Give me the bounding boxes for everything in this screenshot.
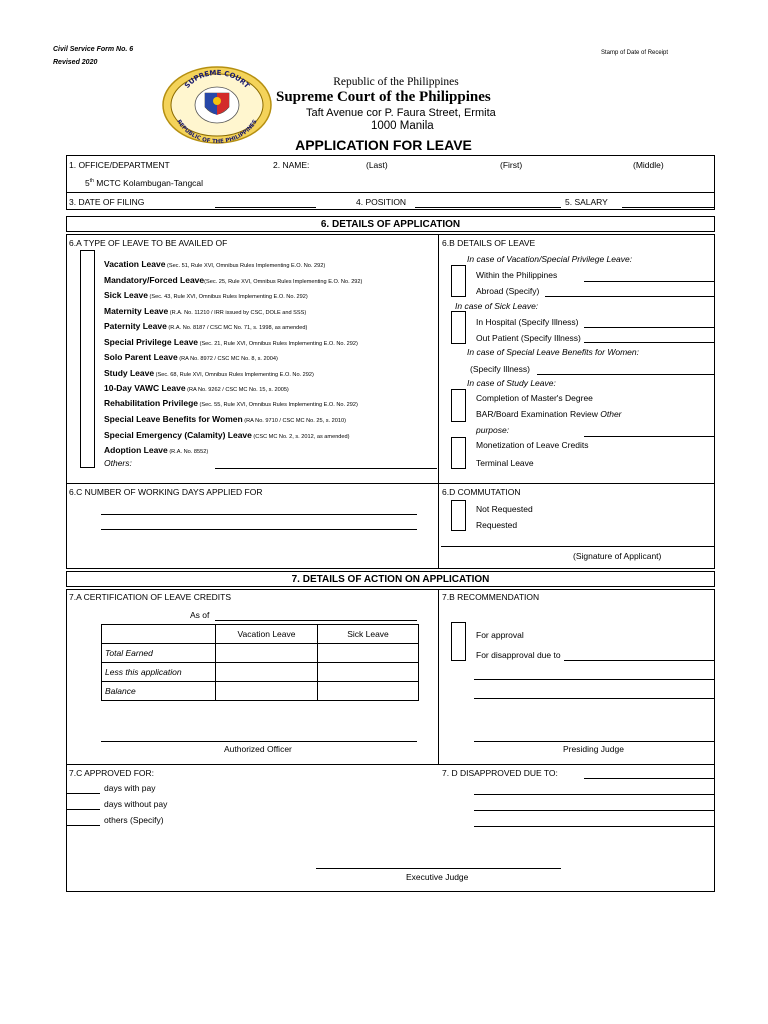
total-earned-label: Total Earned [102, 644, 216, 663]
table-row [102, 663, 419, 682]
monetization-label: Monetization of Leave Credits [476, 440, 589, 450]
less-application-vacation[interactable] [216, 663, 318, 682]
leave-type-reference: (R.A. No. 8552) [167, 449, 209, 455]
leave-type-reference: (RA No. 9262 / CSC MC No. 15, s. 2005) [185, 387, 289, 393]
total-earned-sick[interactable] [318, 644, 419, 663]
authorized-officer-label: Authorized Officer [224, 744, 292, 754]
leave-type-name: Adoption Leave [104, 445, 168, 455]
balance-vacation[interactable] [216, 682, 318, 701]
authorized-officer-signature[interactable] [101, 741, 417, 742]
leave-type-reference: (CSC MC No. 2, s. 2012, as amended) [251, 434, 350, 440]
days-with-pay-field[interactable] [67, 793, 100, 794]
in-hospital-label: In Hospital (Specify Illness) [476, 317, 579, 327]
seal-bottom-text: REPUBLIC OF THE PHILIPPINES [175, 118, 259, 145]
executive-judge-label: Executive Judge [406, 872, 469, 882]
first-name-label: (First) [500, 160, 523, 170]
less-application-sick[interactable] [318, 663, 419, 682]
salary-field[interactable] [622, 207, 715, 208]
sick-leave-checkbox[interactable] [451, 311, 466, 344]
section6-mid-divider [66, 483, 715, 484]
section7-mid-divider [66, 764, 715, 765]
leave-type-reference: (Sec. 68, Rule XVI, Omnibus Rules Implementing E.O. No. 292) [154, 372, 314, 378]
republic-heading: Republic of the Philippines [333, 76, 459, 88]
as-of-label: As of [190, 610, 210, 620]
disapproved-field-4[interactable] [474, 826, 715, 827]
section7c-label: 7.C APPROVED FOR: [69, 768, 155, 778]
table-row [102, 644, 419, 663]
position-field[interactable] [415, 207, 561, 208]
form-revision: Revised 2020 [53, 59, 98, 66]
date-filing-field[interactable] [215, 207, 316, 208]
leave-type-name: Special Emergency (Calamity) Leave [104, 430, 252, 440]
case-women-heading: In case of Special Leave Benefits for Women: [467, 347, 639, 357]
as-of-field[interactable] [215, 620, 417, 621]
leave-type-reference: (Sec. 25, Rule XVI, Omnibus Rules Implementing E.O. No. 292) [204, 279, 363, 285]
leave-type-name: Study Leave [104, 368, 155, 378]
inclusive-dates-field[interactable] [101, 529, 417, 530]
applicant-signature-field[interactable] [441, 546, 715, 547]
date-filing-label: 3. DATE OF FILING [69, 197, 145, 207]
disapproval-reason-field-1[interactable] [564, 660, 715, 661]
court-name: Supreme Court of the Philippines [276, 89, 491, 105]
leave-type-name: Sick Leave [104, 290, 148, 300]
case-sick-heading: In case of Sick Leave: [455, 301, 539, 311]
leave-type-reference: (RA No. 9710 / CSC MC No. 25, s. 2010) [242, 418, 346, 424]
balance-label: Balance [102, 682, 216, 701]
others-label: Others: [104, 458, 132, 468]
middle-name-label: (Middle) [633, 160, 664, 170]
leave-type-checkbox-column[interactable] [80, 250, 95, 468]
case-vacation-heading: In case of Vacation/Special Privilege Leave: [467, 254, 633, 264]
days-without-pay-label: days without pay [104, 799, 168, 809]
executive-judge-signature[interactable] [316, 868, 561, 869]
working-days-field[interactable] [101, 514, 417, 515]
leave-type-reference: (RA No. 8972 / CSC MC No. 8, s. 2004) [177, 356, 278, 362]
within-ph-label: Within the Philippines [476, 270, 558, 280]
bar-board-label: BAR/Board Examination Review Other [476, 409, 622, 419]
table-row [102, 682, 419, 701]
seal-top-text: SUPREME COURT [183, 68, 251, 90]
court-city: 1000 Manila [371, 120, 434, 132]
leave-type-name: Special Privilege Leave [104, 337, 199, 347]
form-title: APPLICATION FOR LEAVE [295, 137, 472, 153]
section7-divider [438, 589, 439, 764]
section7b-label: 7.B RECOMMENDATION [442, 592, 540, 602]
leave-type-name: Special Leave Benefits for Women [104, 414, 243, 424]
section6b-label: 6.B DETAILS OF LEAVE [442, 238, 536, 248]
masters-label: Completion of Master's Degree [476, 393, 593, 403]
disapproved-field-1[interactable] [584, 778, 715, 779]
others-specify-field[interactable] [67, 825, 100, 826]
leave-type-item[interactable] [104, 440, 208, 458]
leave-credits-table [101, 624, 419, 701]
balance-sick[interactable] [318, 682, 419, 701]
within-ph-field[interactable] [584, 281, 715, 282]
for-approval-label: For approval [476, 630, 524, 640]
leave-type-reference: (Sec. 21, Rule XVI, Omnibus Rules Implementing E.O. No. 292) [198, 341, 358, 347]
presiding-judge-label: Presiding Judge [563, 744, 624, 754]
section6c-label: 6.C NUMBER OF WORKING DAYS APPLIED FOR [69, 487, 263, 497]
others-field[interactable] [215, 468, 437, 469]
leave-type-reference: (Sec. 55, Rule XVI, Omnibus Rules Implementing E.O. No. 292) [198, 402, 358, 408]
for-disapproval-label: For disapproval due to [476, 650, 561, 660]
recommendation-checkbox[interactable] [451, 622, 466, 661]
other-purpose-checkbox[interactable] [451, 437, 466, 469]
leave-type-reference: (R.A. No. 8187 / CSC MC No. 71, s. 1998, as amended) [166, 325, 308, 331]
not-requested-label: Not Requested [476, 504, 533, 514]
women-illness-field[interactable] [537, 374, 715, 375]
office-label: 1. OFFICE/DEPARTMENT [69, 160, 170, 170]
signature-applicant-label: (Signature of Applicant) [573, 551, 662, 561]
days-without-pay-field[interactable] [67, 809, 100, 810]
leave-type-name: Rehabilitation Privilege [104, 398, 198, 408]
presiding-judge-signature[interactable] [474, 741, 715, 742]
in-hospital-field[interactable] [584, 327, 715, 328]
last-name-label: (Last) [366, 160, 388, 170]
form-number: Civil Service Form No. 6 [53, 46, 134, 53]
leave-type-name: Vacation Leave [104, 259, 166, 269]
supreme-court-seal [161, 65, 273, 145]
commutation-checkbox[interactable] [451, 500, 466, 531]
requested-label: Requested [476, 520, 518, 530]
salary-label: 5. SALARY [565, 197, 608, 207]
terminal-leave-label: Terminal Leave [476, 458, 534, 468]
leave-type-name: 10-Day VAWC Leave [104, 383, 186, 393]
specify-illness-label: (Specify Illness) [470, 364, 530, 374]
name-label: 2. NAME: [273, 160, 310, 170]
leave-type-name: Maternity Leave [104, 306, 169, 316]
section6d-label: 6.D COMMUTATION [442, 487, 521, 497]
days-with-pay-label: days with pay [104, 783, 156, 793]
court-address: Taft Avenue cor P. Faura Street, Ermita [306, 107, 496, 119]
credits-corner-cell [102, 625, 216, 644]
disapproved-field-3[interactable] [474, 810, 715, 811]
vacation-column-header: Vacation Leave [216, 625, 318, 644]
section6-title: 6. DETAILS OF APPLICATION [320, 219, 461, 230]
disapproved-field-2[interactable] [474, 794, 715, 795]
out-patient-label: Out Patient (Specify Illness) [476, 333, 581, 343]
others-specify-label: others (Specify) [104, 815, 164, 825]
leave-type-name: Solo Parent Leave [104, 352, 178, 362]
total-earned-vacation[interactable] [216, 644, 318, 663]
office-value[interactable]: 5th MCTC Kolambugan-Tangcal [85, 178, 204, 188]
section7-title: 7. DETAILS OF ACTION ON APPLICATION [291, 574, 490, 585]
section7d-label: 7. D DISAPPROVED DUE TO: [442, 768, 558, 778]
leave-type-reference: (Sec. 43, Rule XVI, Omnibus Rules Implementing E.O. No. 292) [147, 294, 308, 300]
leave-type-name: Mandatory/Forced Leave [104, 275, 205, 285]
disapproval-reason-field-3[interactable] [474, 698, 715, 699]
position-label: 4. POSITION [356, 197, 407, 207]
purpose-label: purpose: [476, 425, 510, 435]
case-study-heading: In case of Study Leave: [467, 378, 556, 388]
sick-column-header: Sick Leave [318, 625, 419, 644]
stamp-label: Stamp of Date of Receipt [601, 50, 669, 56]
section7a-label: 7.A CERTIFICATION OF LEAVE CREDITS [69, 592, 232, 602]
abroad-label: Abroad (Specify) [476, 286, 540, 296]
less-application-label: Less this application [102, 663, 216, 682]
section6-divider [438, 234, 439, 569]
section6a-label: 6.A TYPE OF LEAVE TO BE AVAILED OF [69, 238, 228, 248]
leave-type-name: Paternity Leave [104, 321, 167, 331]
purpose-field[interactable] [584, 436, 715, 437]
disapproval-reason-field-2[interactable] [474, 679, 715, 680]
abroad-field[interactable] [545, 296, 715, 297]
study-leave-checkbox[interactable] [451, 389, 466, 422]
leave-type-reference: (Sec. 51, Rule XVI, Omnibus Rules Implementing E.O. No. 292) [165, 263, 326, 269]
out-patient-field[interactable] [584, 342, 715, 343]
vacation-location-checkbox[interactable] [451, 265, 466, 297]
leave-type-reference: (R.A. No. 11210 / IRR issued by CSC, DOLE and SSS) [168, 310, 307, 316]
